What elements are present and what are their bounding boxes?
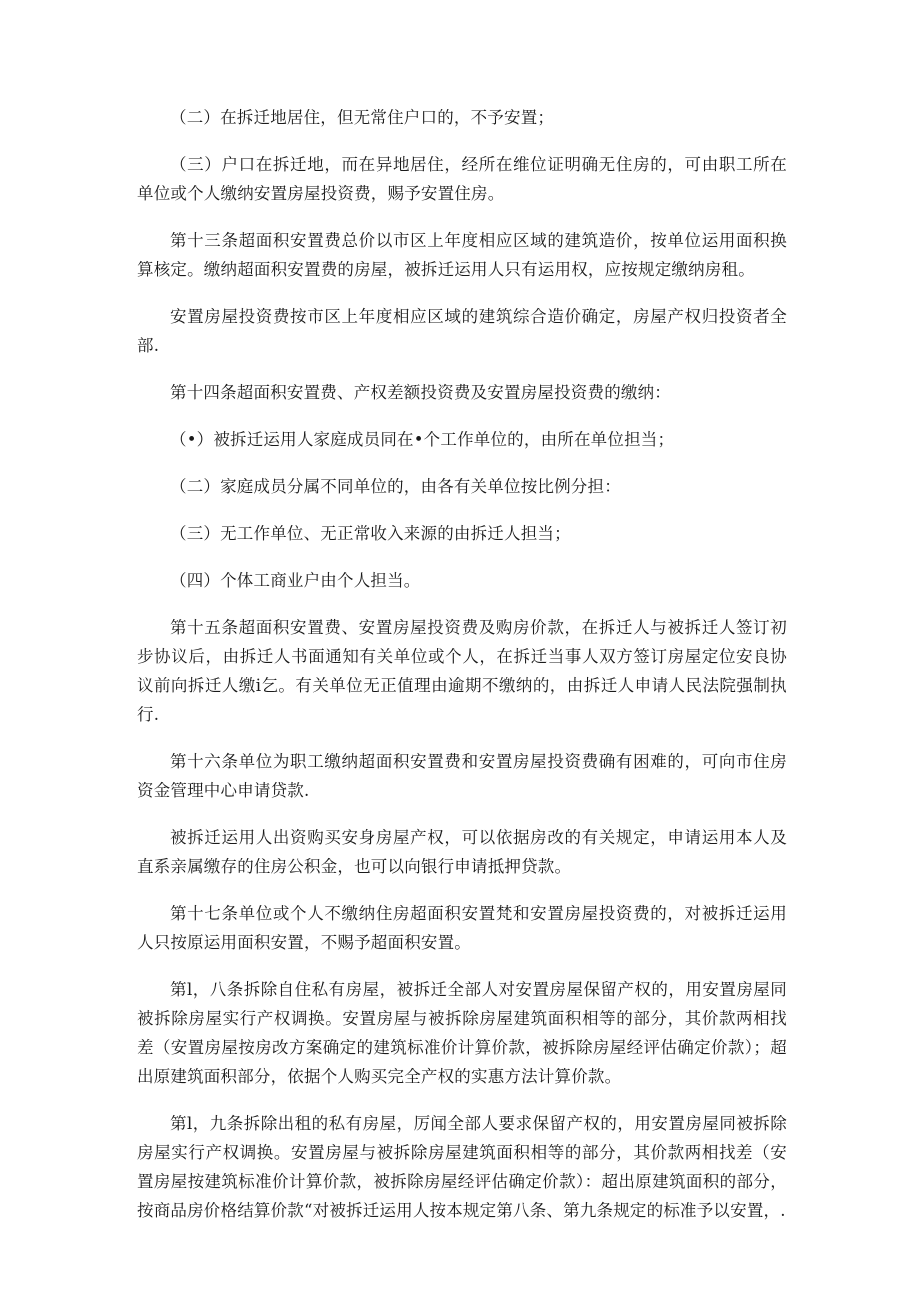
paragraph-11: 第十六条单位为职工缴纳超面积安置费和安置房屋投资费确有困难的，可向市住房资金管理中心申请贷款. [137,752,787,800]
paragraph-1: （二）在拆迁地居住，但无常住户口的，不予安置； [170,108,555,127]
paragraph-4: 安置房屋投资费按市区上年度相应区域的建筑综合造价确定，房屋产权归投资者全部. [137,307,787,355]
paragraph-2: （三）户口在拆迁地，而在异地居住，经所在维位证明确无住房的，可由职工所在单位或个人缴纳安置房屋投资费，赐予安置住房。 [137,155,787,203]
paragraph-8: （三）无工作单位、无正常收入来源的由拆迁人担当； [170,524,571,543]
paragraph-10: 第十五条超面积安置费、安置房屋投资费及购房价款，在拆迁人与被拆迁人签订初步协议后，由拆迁人书面通知有关单位或个人，在拆迁当事人双方签订房屋定位安良协议前向拆迁人缴i乞。有关单位无正值理由逾期不缴纳的，由拆迁人申请人民法院强制执行. [137,618,787,724]
paragraph-6: （•）被拆迁运用人家庭成员同在•个工作单位的，由所在单位担当； [170,430,675,449]
paragraph-7: （二）家庭成员分属不同单位的，由各有关单位按比例分担： [170,477,621,496]
paragraph-5: 第十四条超面积安置费、产权差额投资费及安置房屋投资费的缴纳： [170,383,671,402]
paragraph-9: （四）个体工商业户由个人担当。 [170,571,421,590]
paragraph-13: 第十七条单位或个人不缴纳住房超面积安置梵和安置房屋投资费的，对被拆迁运用人只按原运用面积安置，不赐予超面积安置。 [137,904,787,952]
paragraph-14: 第l，八条拆除自住私有房屋，被拆迁全部人对安置房屋保留产权的，用安置房屋同被拆除房屋实行产权调换。安置房屋与被拆除房屋建筑面积相等的部分，其价款两相找差（安置房屋按房改方案确定的建筑标准价计算价款，被拆除房屋经评估确定价款）；超出原建筑面积部分，依据个人购买完全产权的实惠方法计算价款。 [137,980,787,1086]
paragraph-3: 第十三条超面积安置费总价以市区上年度相应区域的建筑造价，按单位运用面积换算核定。缴纳超面积安置费的房屋，被拆迁运用人只有运用权，应按规定缴纳房租。 [137,231,787,279]
paragraph-12: 被拆迁运用人出资购买安身房屋产权，可以依据房改的有关规定，申请运用本人及直系亲属缴存的住房公积金，也可以向银行申请抵押贷款。 [137,828,787,876]
paragraph-15: 第l，九条拆除出租的私有房屋，厉闻全部人要求保留产权的，用安置房屋同被拆除房屋实行产权调换。安置房屋与被拆除房屋建筑面积相等的部分，其价款两相找差（安置房屋按建筑标准价计算价款，被拆除房屋经评估确定价款）：超出原建筑面积的部分，按商品房价格结算价款“对被拆迁运用人按本规定第八条、第九条规定的标准予以安置，. [137,1114,787,1220]
document-body [137,103,787,1243]
